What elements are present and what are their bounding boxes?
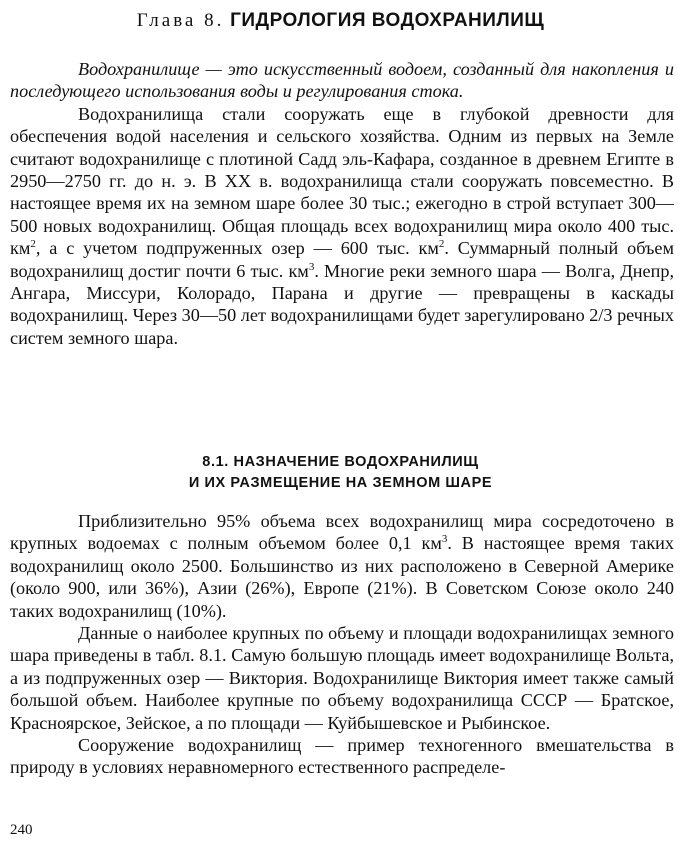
intro-block [10,58,674,349]
chapter-prefix: Глава 8. [136,10,225,31]
intro-paragraph [10,103,674,349]
body-paragraph-3: Сооружение водохранилищ — пример техногенного вмешательства в природу в условиях неравномерного естественного распределе- [10,735,674,778]
definition-paragraph: Водохранилище — это искусственный водоем, созданный для накопления и последующего использования воды и регулирования стока. [10,59,674,102]
section-title-line1: 8.1. НАЗНАЧЕНИЕ ВОДОХРАНИЛИЩ [202,454,479,470]
body-paragraph-2: Данные о наиболее крупных по объему и площади водохранилищах земного шара приведены в табл. 8.1. Самую большую площадь имеет водохранилище Вольта, а из подпруженных озер — Виктория. Водохранилище Виктория имеет также самый большой объем. Наиболее крупные по объему водохранилища СССР — Братское, Красноярское, Зейское, а по площади — Куйбышевское и Рыбинское. [10,623,674,733]
body-text-b: . В настоящее время таких водохранилищ около 2500. Большинство из них расположено в Северной Америке (около 900, или 36%), Азии (26%), Европе (21%). В Советском Союзе около 240 таких водохранилищ (10%). [10,533,674,621]
intro-text-b: , а с учетом подпруженных озер — 600 тыс. км [35,238,439,259]
body-text-a: Приблизительно 95% объема всех водохранилищ мира сосредоточено в крупных водоемах с полным объемом более 0,1 км [10,511,674,554]
superscript: 2 [438,238,445,251]
superscript: 3 [308,260,315,273]
page-number: 240 [10,822,33,838]
superscript: 3 [441,533,448,546]
chapter-title-text: ГИДРОЛОГИЯ ВОДОХРАНИЛИЩ [230,10,545,31]
section-title-line2: И ИХ РАЗМЕЩЕНИЕ НА ЗЕМНОМ ШАРЕ [188,475,493,491]
section-title [0,452,681,494]
intro-text-c: . Суммарный полный объем водохранилищ достиг почти 6 тыс. км [10,238,674,281]
intro-text-a: Водохранилища стали сооружать еще в глубокой древности для обеспечения водой населения и сельского хозяйства. Одним из первых на Земле считают водохранилище с плотиной Садд эль-Кафара, созданное в древнем Египте в 2950—2750 гг. до н. э. В XX в. водохранилища стали сооружать повсеместно. В настоящее время их на земном шаре более 30 тыс.; ежегодно в строй вступает 300—500 новых водохранилищ. Общая площадь всех водохранилищ мира около 400 тыс. км [10,103,674,259]
body-block [10,510,674,779]
superscript: 2 [30,238,36,251]
chapter-title [0,10,681,32]
body-paragraph-1 [10,510,674,622]
intro-text-d: . Многие реки земного шара — Волга, Днепр, Ангара, Миссури, Колорадо, Парана и другие — превращены в каскады водохранилищ. Через 30—50 лет водохранилищами будет зарегулировано 2/3 речных систем земного шара. [10,260,674,348]
